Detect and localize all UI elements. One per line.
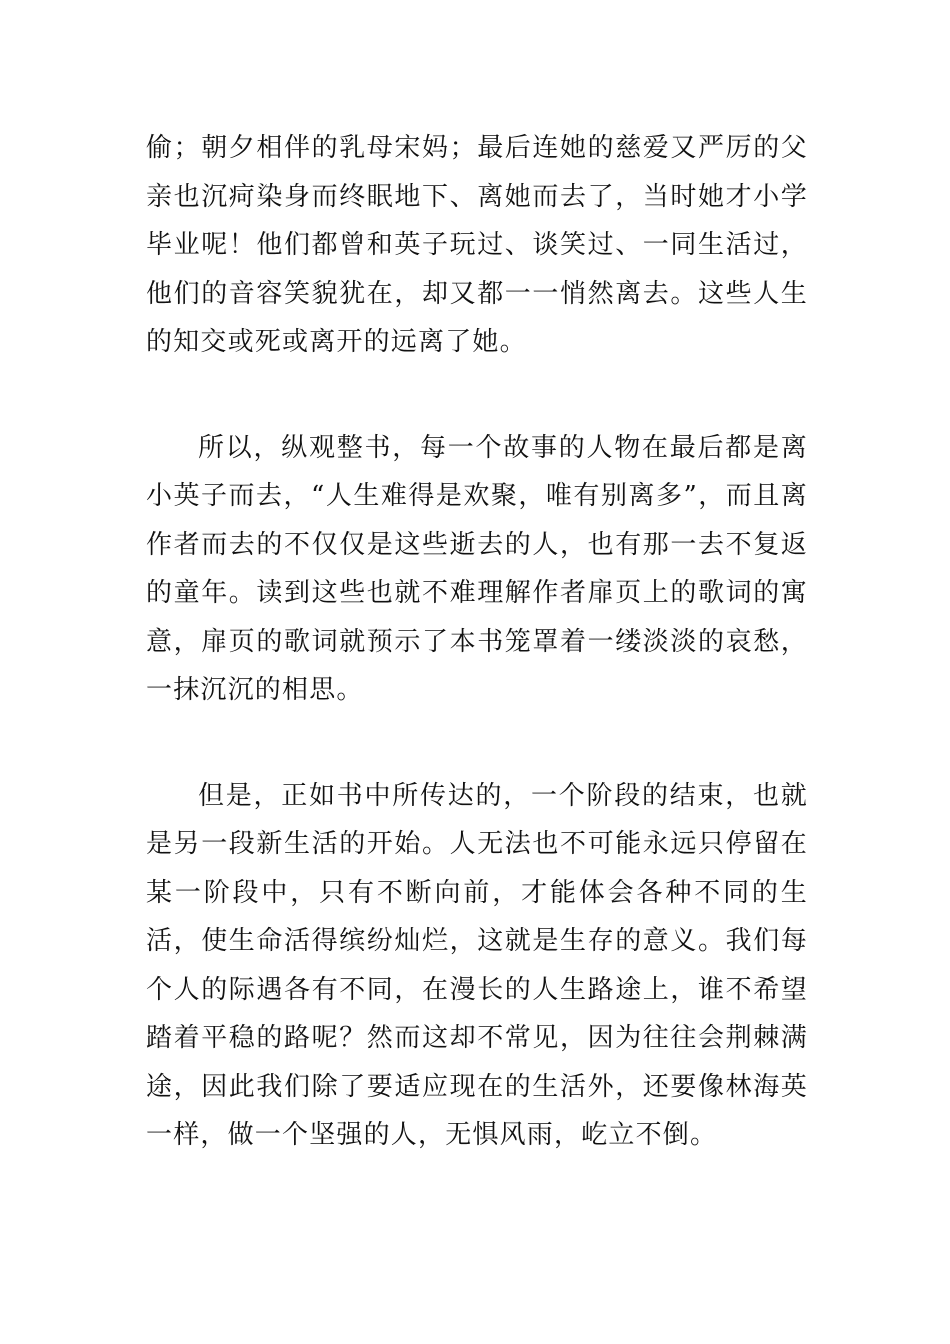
paragraph-new-life: 但是，正如书中所传达的，一个阶段的结束，也就是另一段新生活的开始。人无法也不可能永远只停留在某一阶段中，只有不断向前，才能体会各种不同的生活，使生命活得缤纷灿烂，这就是生存的意义。我们每个人的际遇各有不同，在漫长的人生路途上，谁不希望踏着平稳的路呢？然而这却不常见，因为往往会荆棘满途，因此我们除了要适应现在的生活外，还要像林海英一样，做一个坚强的人，无惧风雨，屹立不倒。 bbox=[146, 780, 808, 1150]
document-page bbox=[146, 124, 808, 1160]
paragraph-farewell: 所以，纵观整书，每一个故事的人物在最后都是离小英子而去，“人生难得是欢聚，唯有别离多”，而且离作者而去的不仅仅是这些逝去的人，也有那一去不复返的童年。读到这些也就不难理解作者扉页上的歌词的寓意，扉页的歌词就预示了本书笼罩着一缕淡淡的哀愁，一抹沉沉的相思。 bbox=[146, 432, 808, 705]
paragraph-continued: 偷；朝夕相伴的乳母宋妈；最后连她的慈爱又严厉的父亲也沉疴染身而终眠地下、离她而去了，当时她才小学毕业呢！他们都曾和英子玩过、谈笑过、一同生活过，他们的音容笑貌犹在，却又都一一悄然离去。这些人生的知交或死或离开的远离了她。 bbox=[146, 133, 808, 357]
